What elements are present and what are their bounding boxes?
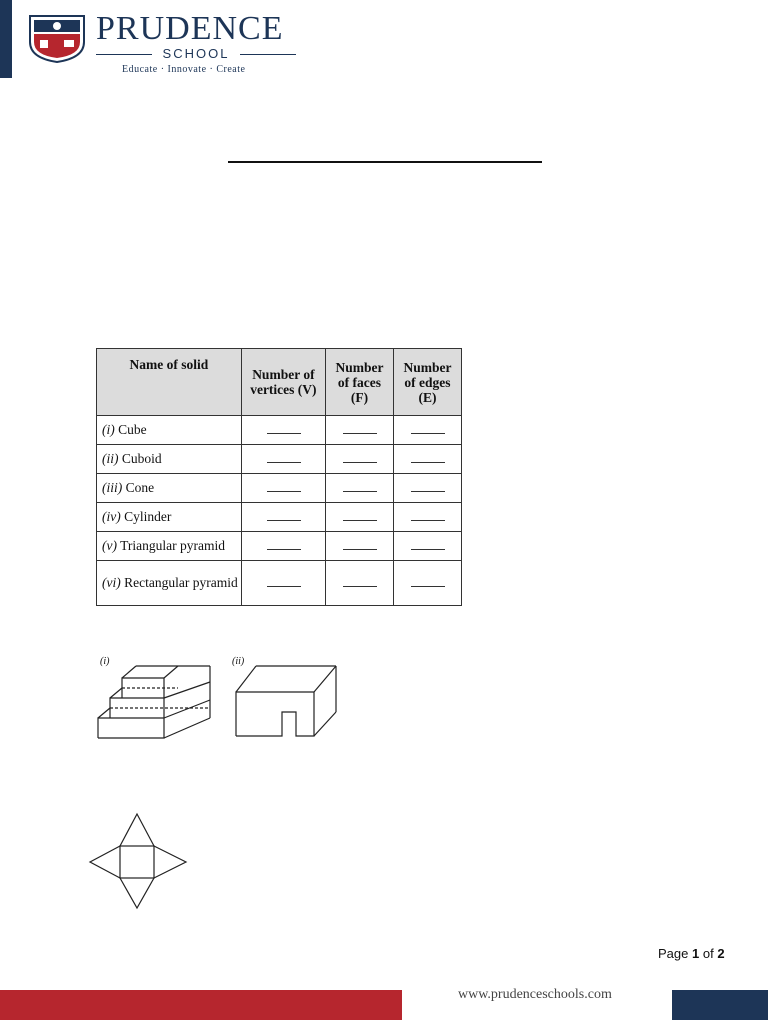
page-number [658, 946, 725, 961]
footer-red-bar [0, 990, 402, 1020]
faces-blank[interactable] [325, 474, 393, 503]
solid-name-cell [97, 416, 242, 445]
solid-name-cell [97, 445, 242, 474]
table-row [97, 474, 462, 503]
school-logo [26, 10, 306, 75]
brand-name: PRUDENCE [96, 10, 284, 47]
edges-blank[interactable] [393, 532, 461, 561]
solid-name-cell [97, 474, 242, 503]
left-accent-bar [0, 0, 12, 78]
solid-name: Triangular pyramid [120, 538, 225, 553]
edges-blank[interactable] [393, 503, 461, 532]
solids-table [96, 348, 462, 606]
solid-name: Cuboid [121, 451, 162, 466]
edges-blank[interactable] [393, 445, 461, 474]
slotted-block-figure [234, 660, 340, 738]
faces-blank[interactable] [325, 416, 393, 445]
header-vertices [241, 349, 325, 416]
page-prefix: Page [658, 946, 689, 961]
faces-blank[interactable] [325, 532, 393, 561]
figure-label-2: (ii) [232, 656, 245, 667]
vertices-blank[interactable] [241, 532, 325, 561]
title-underline [228, 161, 542, 163]
table-row [97, 532, 462, 561]
row-numeral: (vi) [102, 575, 121, 590]
shield-icon [26, 12, 88, 64]
header-edges [393, 349, 461, 416]
vertices-blank[interactable] [241, 561, 325, 606]
vertices-blank[interactable] [241, 503, 325, 532]
solid-name-cell [97, 532, 242, 561]
page-current: 1 [692, 946, 700, 961]
pyramid-net-figure [88, 812, 188, 910]
footer-blue-bar [672, 990, 768, 1020]
row-numeral: (v) [102, 538, 117, 553]
solid-name-cell [97, 561, 242, 606]
edges-blank[interactable] [393, 474, 461, 503]
solid-name: Rectangular pyramid [124, 575, 238, 590]
solid-name: Cylinder [124, 509, 172, 524]
header-edges-text: Number of edges (E) [403, 359, 452, 405]
figure-label-1: (i) [100, 656, 110, 667]
vertices-blank[interactable] [241, 416, 325, 445]
brand-sub: SCHOOL [96, 46, 296, 61]
page-of: of [702, 946, 714, 961]
table-row [97, 445, 462, 474]
table-row [97, 416, 462, 445]
table-row [97, 503, 462, 532]
faces-blank[interactable] [325, 503, 393, 532]
row-numeral: (iv) [102, 509, 121, 524]
header-faces-text: Number of faces (F) [335, 359, 384, 405]
row-numeral: (iii) [102, 480, 123, 495]
header-faces [325, 349, 393, 416]
table-row [97, 561, 462, 606]
footer-url[interactable]: www.prudenceschools.com [458, 987, 612, 1002]
faces-blank[interactable] [325, 445, 393, 474]
solid-name: Cube [118, 422, 147, 437]
page-total: 2 [717, 946, 725, 961]
row-numeral: (i) [102, 422, 115, 437]
vertices-blank[interactable] [241, 445, 325, 474]
edges-blank[interactable] [393, 561, 461, 606]
solid-name: Cone [125, 480, 155, 495]
faces-blank[interactable] [325, 561, 393, 606]
header-vertices-text: Number of vertices (V) [250, 367, 317, 397]
header-name: Name of solid [97, 349, 242, 416]
brand-tagline: Educate · Innovate · Create [122, 64, 246, 75]
staircase-figure [96, 658, 216, 740]
edges-blank[interactable] [393, 416, 461, 445]
row-numeral: (ii) [102, 451, 119, 466]
table-header-row [97, 349, 462, 416]
solid-name-cell [97, 503, 242, 532]
vertices-blank[interactable] [241, 474, 325, 503]
